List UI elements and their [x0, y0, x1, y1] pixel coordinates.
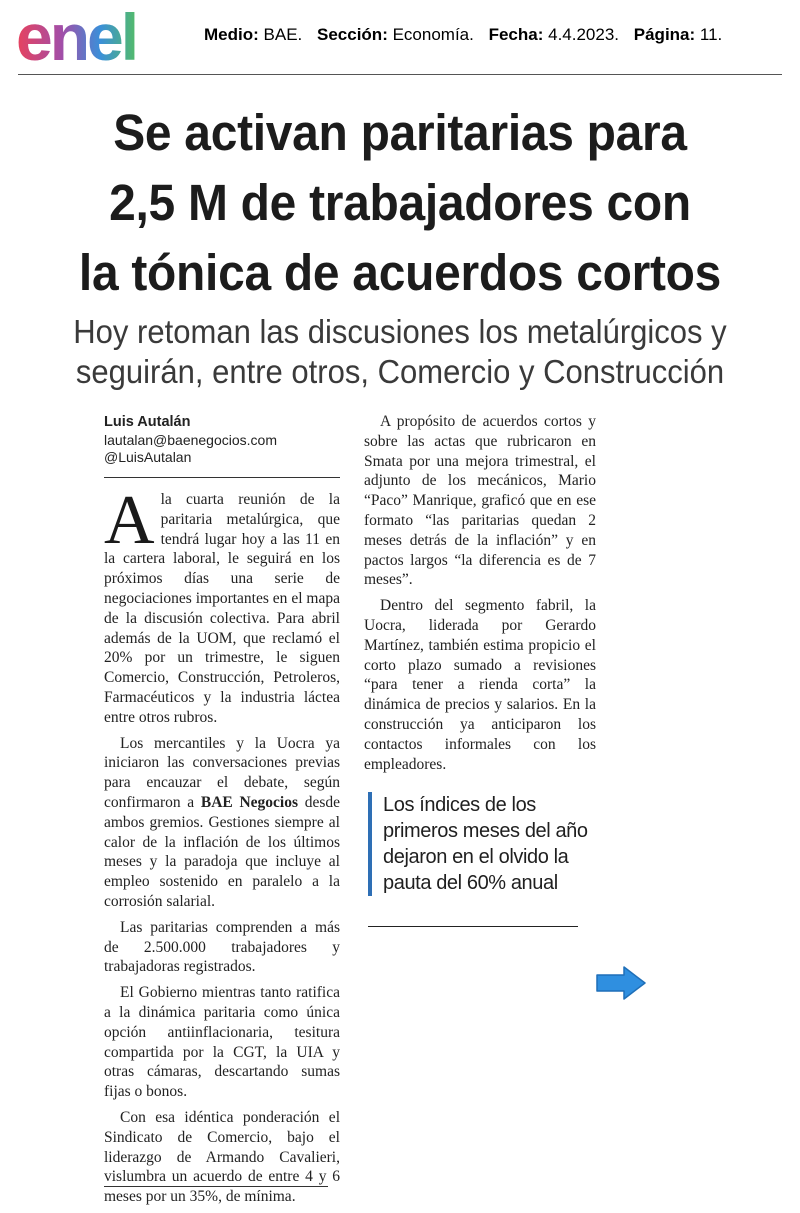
article-paragraph: Ala cuarta reunión de la paritaria metalúrgica, que tendrá lugar hoy a las 11 en la cartera laboral, le seguirá en los próximos días una serie de negociaciones importantes en el mapa de la discusión colectiva. Para abril además de la UOM, que reclamó el 20% por un trimestre, le siguen Comercio, Construcción, Petroleros, Farmacéuticos y la industria láctea entre otros rubros. [104, 482, 340, 726]
clipping-metadata [204, 25, 722, 45]
article-paragraph: Las paritarias comprenden a más de 2.500.000 trabajadores y trabajadoras registrados. [104, 918, 340, 976]
byline-divider [104, 477, 340, 478]
medio-value: BAE. [263, 25, 303, 44]
article-paragraph: El Gobierno mientras tanto ratifica a la dinámica paritaria como única opción antiinflacionaria, tesitura compartida por la CGT, la UIA y otras cámaras, descartando sumas fijas o bonos. [104, 984, 340, 1101]
headline-line: Se activan paritarias para [113, 104, 687, 161]
pagina-label: Página: [633, 25, 696, 44]
medio-label: Medio: [204, 25, 259, 44]
column-end-divider [104, 1186, 328, 1187]
pagina-value: 11. [699, 25, 723, 44]
fecha-value: 4.4.2023. [548, 25, 620, 44]
article-column-left [104, 482, 340, 1213]
header-divider [18, 74, 782, 75]
seccion-value: Economía. [392, 25, 474, 44]
article-headline [37, 98, 763, 308]
article-paragraph: A propósito de acuerdos cortos y sobre las actas que rubricaron en Smata por una mejora trimestral, el adjunto de los mecánicos, Mario “Paco” Manrique, graficó que en ese formato “las paritarias quedan 2 meses detrás de la inflación” y en pactos largos “la diferencia es de 7 meses”. [364, 413, 596, 589]
right-arrow-icon [594, 964, 648, 1002]
pull-quote: Los índices de los primeros meses del año dejaron en el olvido la pauta del 60% anual [368, 792, 613, 896]
author-handle: @LuisAutalan [104, 449, 192, 465]
drop-cap: A [104, 482, 155, 559]
subhead-line: seguirán, entre otros, Comercio y Construcción [75, 353, 725, 390]
fecha-label: Fecha: [488, 25, 544, 44]
publication-name: BAE Negocios [200, 793, 298, 811]
logo-wordmark: enel [16, 6, 137, 70]
enel-logo [16, 6, 182, 70]
seccion-label: Sección: [317, 25, 388, 44]
article-subheadline [33, 312, 766, 392]
article-paragraph: Dentro del segmento fabril, la Uocra, liderada por Gerardo Martínez, también estima propicio el corto plazo sumado a revisiones “para tener a rienda corta” la dinámica de precios y salarios. En la construcción ya anticiparon los contactos informales con los empleadores. [364, 597, 596, 773]
pull-quote-divider [368, 926, 578, 927]
article-column-right [364, 412, 596, 780]
subhead-line: Hoy retoman las discusiones los metalúrgicos y [73, 313, 727, 350]
article-paragraph: Los mercantiles y la Uocra ya iniciaron las conversaciones previas para encauzar el debate, según confirmaron a BAE Negocios desde ambos gremios. Gestiones siempre al calor de la inflación de los últimos meses y la paradoja que incluye al empleo sostenido en paralelo a la corrosión salarial. [104, 734, 340, 910]
author-name: Luis Autalán [104, 414, 191, 430]
article-paragraph: Con esa idéntica ponderación el Sindicato de Comercio, bajo el liderazgo de Armando Cavalieri, vislumbra un acuerdo de entre 4 y 6 meses por un 35%, de mínima. [104, 1108, 340, 1206]
headline-line: la tónica de acuerdos cortos [78, 244, 722, 301]
byline [104, 414, 344, 467]
author-email: lautalan@baenegocios.com [104, 431, 277, 448]
headline-line: 2,5 M de trabajadores con [109, 174, 691, 231]
next-page-button[interactable] [594, 964, 648, 1002]
